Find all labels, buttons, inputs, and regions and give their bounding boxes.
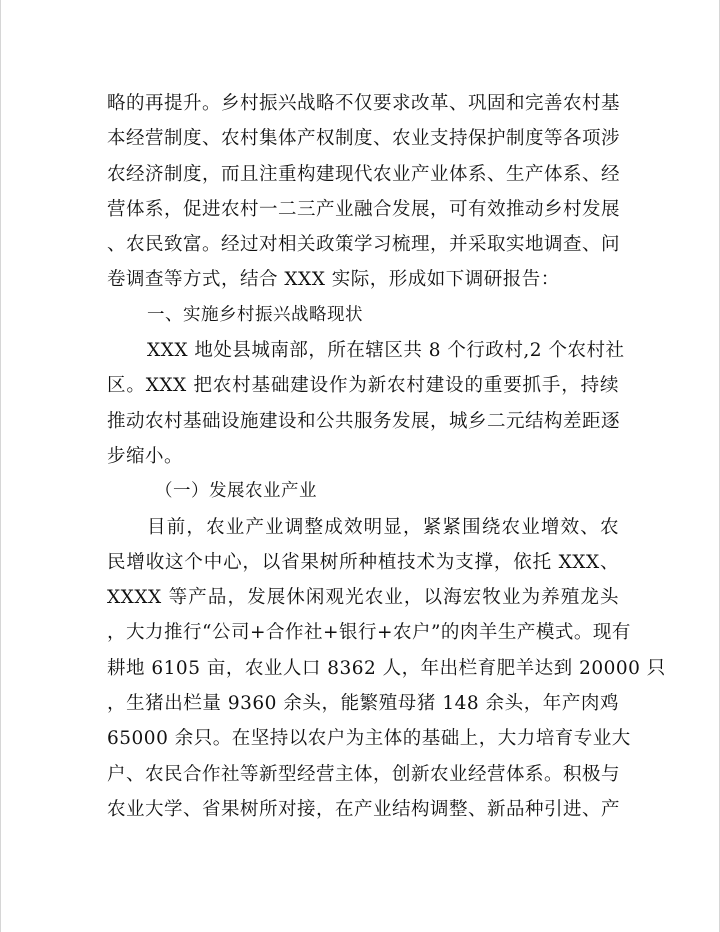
paragraph-line: 民增收这个中心，以省果树所种植技术为支撑，依托 XXX、 — [107, 551, 619, 573]
paragraph-line: 步缩小。 — [107, 445, 184, 467]
paragraph-line: 户、农民合作社等新型经营主体，创新农业经营体系。积极与 — [107, 763, 621, 785]
paragraph-line: 、农民致富。经过对相关政策学习梳理，并采取实地调查、问 — [107, 234, 621, 256]
document-body — [107, 86, 666, 827]
paragraph-line: 区。XXX 把农村基础建设作为新农村建设的重要抓手，持续 — [107, 375, 619, 397]
paragraph-line: 略的再提升。乡村振兴战略不仅要求改革、巩固和完善农村基 — [107, 93, 621, 114]
paragraph-line: 推动农村基础设施建设和公共服务发展，城乡二元结构差距逐 — [107, 410, 621, 432]
paragraph-line: XXX 地处县城南部，所在辖区共 8 个行政村,2 个农村社 — [147, 340, 625, 362]
paragraph-line: 农业大学、省果树所对接，在产业结构调整、新品种引进、产 — [107, 798, 621, 820]
paragraph-line: 农经济制度，而且注重构建现代农业产业体系、生产体系、经 — [107, 163, 621, 185]
paragraph-line: XXXX 等产品，发展休闲观光农业，以海宏牧业为养殖龙头 — [107, 587, 619, 609]
paragraph-line: ，生猪出栏量 9360 余头，能繁殖母猪 148 余头，年产肉鸡 — [107, 693, 619, 715]
paragraph-line: 耕地 6105 亩，农业人口 8362 人，年出栏育肥羊达到 20000 只 — [107, 657, 666, 679]
paragraph-line: 营体系，促进农村一二三产业融合发展，可有效推动乡村发展 — [107, 198, 621, 220]
paragraph-line: 目前，农业产业调整成效明显，紧紧围绕农业增效、农 — [147, 516, 619, 538]
subsection-heading: （一）发展农业产业 — [155, 481, 317, 502]
paragraph-line: 卷调查等方式，结合 XXX 实际，形成如下调研报告： — [107, 269, 560, 291]
paragraph-line: 65000 余只。在坚持以农户为主体的基础上，大力培育专业大 — [107, 728, 631, 750]
paragraph-line: 本经营制度、农村集体产权制度、农业支持保护制度等各项涉 — [107, 128, 621, 150]
section-heading: 一、实施乡村振兴战略现状 — [147, 304, 363, 325]
paragraph-line: ，大力推行“公司+合作社+银行+农户”的肉羊生产模式。现有 — [107, 622, 631, 644]
